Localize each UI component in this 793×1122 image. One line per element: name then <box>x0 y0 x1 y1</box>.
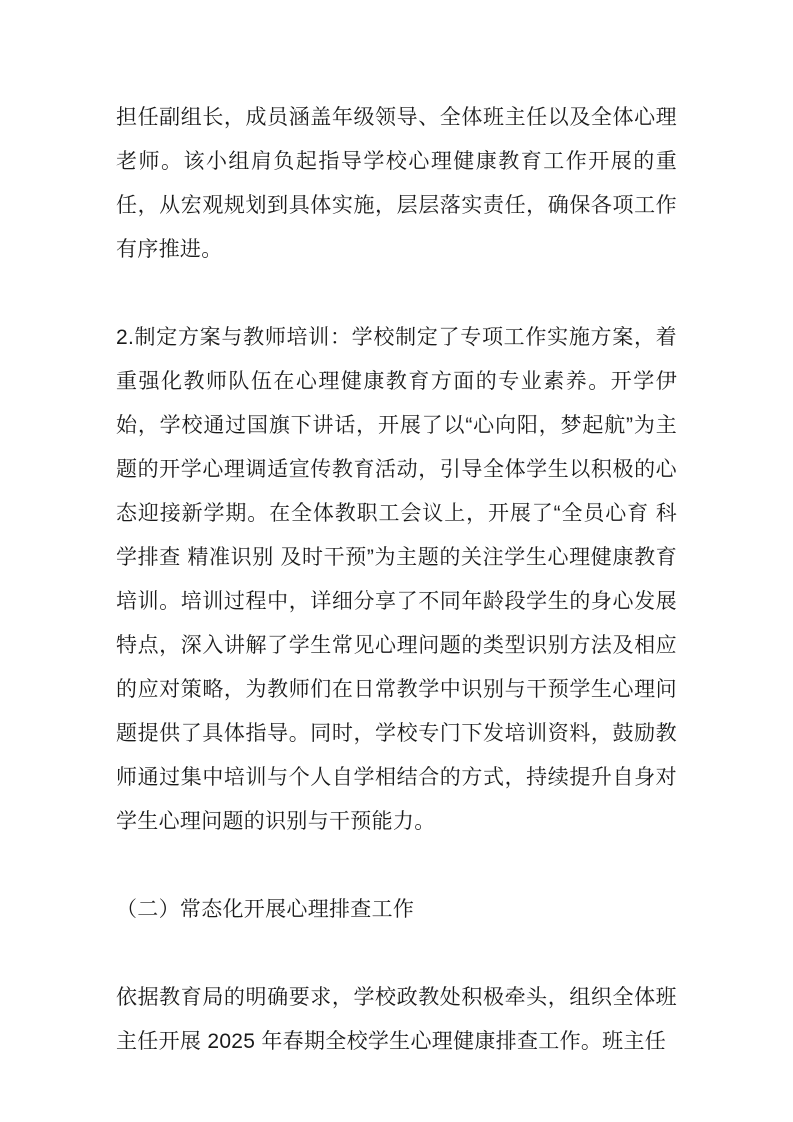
paragraph-spacer <box>116 272 677 316</box>
paragraph-screening-work: 依据教育局的明确要求，学校政教处积极牵头，组织全体班主任开展 2025 年春期全校学生心理健康排查工作。班主任 <box>116 986 677 1053</box>
paragraph-plan-and-training: 2.制定方案与教师培训：学校制定了专项工作实施方案，着重强化教师队伍在心理健康教育方面的专业素养。开学伊始，学校通过国旗下讲话，开展了以“心向阳，梦起航”为主题的开学心理调适宣传教育活动，引导全体学生以积极的心态迎接新学期。在全体教职工会议上，开展了“全员心育 科学排查 精准识别 及时干预”为主题的关注学生心理健康教育培训。培训过程中，详细分享了不同年龄段学生的身心发展特点，深入讲解了学生常见心理问题的类型识别方法及相应的应对策略，为教师们在日常教学中识别与干预学生心理问题提供了具体指导。同时，学校专门下发培训资料，鼓励教师通过集中培训与个人自学相结合的方式，持续提升自身对学生心理问题的识别与干预能力。 <box>116 326 677 833</box>
paragraph-section-heading-two: （二）常态化开展心理排查工作 <box>116 898 415 921</box>
paragraph-spacer <box>116 844 677 888</box>
document-body <box>116 96 677 1064</box>
paragraph-spacer <box>116 932 677 976</box>
paragraph-leadership-group: 担任副组长，成员涵盖年级领导、全体班主任以及全体心理老师。该小组肩负起指导学校心理健康教育工作开展的重任，从宏观规划到具体实施，层层落实责任，确保各项工作有序推进。 <box>116 106 677 261</box>
